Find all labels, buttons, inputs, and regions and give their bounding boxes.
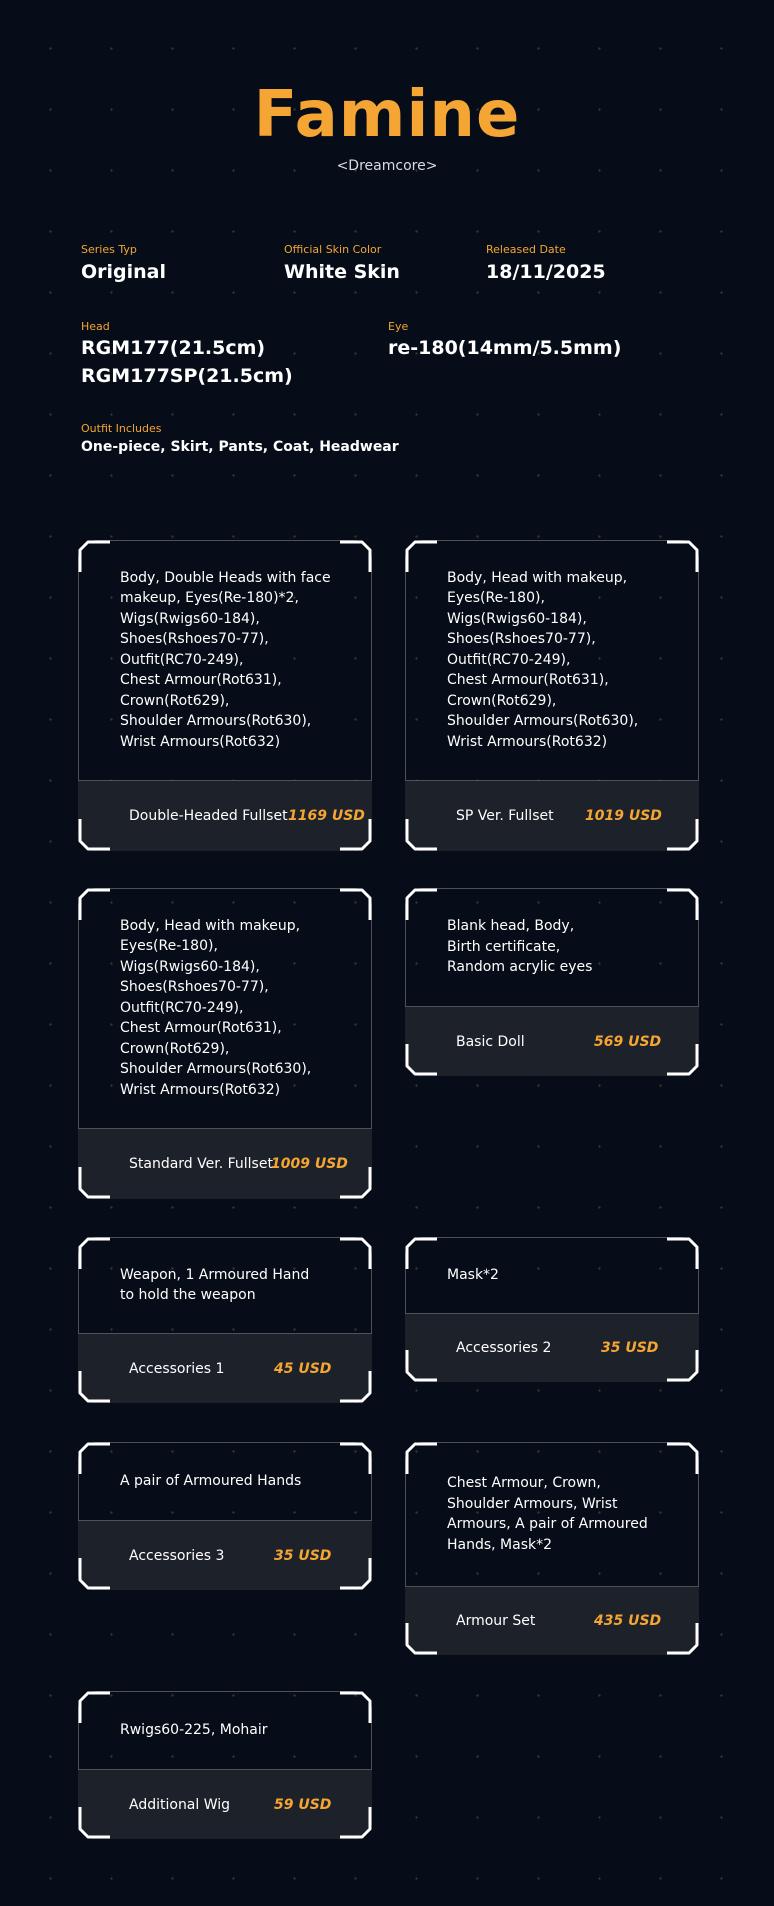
product-card[interactable] bbox=[78, 1442, 372, 1590]
card-contents-line: Shoulder Armours(Rot630), bbox=[120, 1061, 312, 1078]
card-corner-brackets bbox=[405, 1237, 699, 1382]
card-contents-line: Shoes(Rshoes70-77), bbox=[447, 631, 596, 648]
card-contents-line: Outfit(RC70-249), bbox=[120, 999, 244, 1016]
set-price: 35 USD bbox=[601, 1340, 659, 1356]
card-contents-line: Shoulder Armours(Rot630), bbox=[120, 713, 312, 730]
card-contents-line: Hands, Mask*2 bbox=[447, 1536, 553, 1553]
card-contents-line: Body, Double Heads with face bbox=[120, 569, 331, 586]
product-card[interactable] bbox=[405, 1442, 699, 1655]
set-name: SP Ver. Fullset bbox=[456, 808, 554, 824]
page-subtitle: <Dreamcore> bbox=[336, 158, 438, 174]
set-price: 1009 USD bbox=[271, 1156, 348, 1172]
set-name: Accessories 2 bbox=[456, 1340, 552, 1356]
set-price: 35 USD bbox=[274, 1547, 332, 1564]
card-contents-line: Shoes(Rshoes70-77), bbox=[120, 631, 269, 648]
card-contents-line: Crown(Rot629), bbox=[120, 692, 230, 709]
card-contents-line: Birth certificate, bbox=[447, 938, 561, 955]
product-card[interactable] bbox=[78, 1691, 372, 1839]
set-price: 1169 USD bbox=[288, 808, 365, 824]
card-contents-line: Wigs(Rwigs60-184), bbox=[120, 958, 260, 975]
product-card[interactable] bbox=[405, 540, 699, 851]
card-corner-brackets bbox=[78, 1691, 372, 1839]
set-name: Double-Headed Fullset bbox=[129, 808, 288, 824]
eye-label: Eye bbox=[388, 320, 409, 333]
card-contents-line: Body, Head with makeup, bbox=[120, 917, 301, 934]
page-title: Famine bbox=[253, 78, 521, 152]
card-corner-brackets bbox=[405, 888, 699, 1076]
card-contents-line: Chest Armour, Crown, bbox=[447, 1475, 601, 1491]
card-contents-line: Weapon, 1 Armoured Hand bbox=[120, 1266, 310, 1283]
card-corner-brackets bbox=[78, 1442, 372, 1590]
set-price: 435 USD bbox=[594, 1613, 662, 1629]
product-card[interactable] bbox=[405, 1237, 699, 1382]
card-contents-line: Outfit(RC70-249), bbox=[120, 651, 244, 668]
card-contents-line: Chest Armour(Rot631), bbox=[120, 1020, 282, 1037]
card-contents-line: Wigs(Rwigs60-184), bbox=[120, 610, 260, 627]
card-contents-line: Random acrylic eyes bbox=[447, 959, 593, 976]
card-contents-line: Chest Armour(Rot631), bbox=[447, 672, 609, 689]
product-card[interactable] bbox=[405, 888, 699, 1076]
card-contents-line: Wrist Armours(Rot632) bbox=[120, 1081, 281, 1098]
card-contents-line: Shoulder Armours(Rot630), bbox=[447, 713, 639, 730]
card-contents-line: A pair of Armoured Hands bbox=[120, 1472, 302, 1489]
card-contents-line: Armours, A pair of Armoured bbox=[447, 1516, 648, 1532]
card-contents-line: Crown(Rot629), bbox=[447, 692, 557, 709]
set-name: Basic Doll bbox=[456, 1033, 525, 1050]
outfit-label: Outfit Includes bbox=[81, 422, 162, 435]
eye-value: re-180(14mm/5.5mm) bbox=[388, 337, 622, 359]
card-contents-line: Rwigs60-225, Mohair bbox=[120, 1721, 268, 1738]
card-contents-line: Mask*2 bbox=[447, 1266, 499, 1283]
set-price: 1019 USD bbox=[585, 808, 662, 824]
card-contents-line: Body, Head with makeup, bbox=[447, 569, 628, 586]
skin-color-label: Official Skin Color bbox=[284, 243, 382, 256]
product-card[interactable] bbox=[78, 1237, 372, 1403]
card-contents-line: Wrist Armours(Rot632) bbox=[447, 733, 608, 750]
head-label: Head bbox=[81, 320, 110, 333]
product-card[interactable] bbox=[78, 888, 372, 1199]
card-contents-line: to hold the weapon bbox=[120, 1287, 256, 1303]
card-contents-line: Blank head, Body, bbox=[447, 918, 575, 935]
series-type-value: Original bbox=[81, 261, 167, 283]
card-contents-line: Outfit(RC70-249), bbox=[447, 651, 571, 668]
card-corner-brackets bbox=[78, 1237, 372, 1403]
release-date-label: Released Date bbox=[486, 243, 566, 256]
card-contents-line: makeup, Eyes(Re-180)*2, bbox=[120, 590, 299, 607]
card-corner-brackets bbox=[78, 888, 372, 1199]
outfit-value: One-piece, Skirt, Pants, Coat, Headwear bbox=[81, 439, 399, 455]
set-name: Additional Wig bbox=[129, 1796, 231, 1813]
set-name: Accessories 3 bbox=[129, 1547, 225, 1564]
release-date-value: 18/11/2025 bbox=[486, 261, 606, 283]
card-contents-line: Wrist Armours(Rot632) bbox=[120, 733, 281, 750]
card-contents-line: Shoes(Rshoes70-77), bbox=[120, 979, 269, 996]
card-corner-brackets bbox=[405, 1442, 699, 1655]
product-card[interactable] bbox=[78, 540, 372, 851]
card-contents-line: Eyes(Re-180), bbox=[120, 938, 218, 955]
card-corner-brackets bbox=[405, 540, 699, 851]
card-contents-line: Eyes(Re-180), bbox=[447, 590, 545, 607]
series-type-label: Series Typ bbox=[81, 243, 137, 256]
set-price: 59 USD bbox=[274, 1796, 332, 1813]
skin-color-value: White Skin bbox=[284, 261, 400, 283]
card-corner-brackets bbox=[78, 540, 372, 851]
card-contents-line: Shoulder Armours, Wrist bbox=[447, 1495, 618, 1512]
set-price: 569 USD bbox=[594, 1033, 662, 1050]
set-price: 45 USD bbox=[274, 1360, 332, 1377]
head-value-1: RGM177(21.5cm) bbox=[81, 337, 266, 359]
set-name: Accessories 1 bbox=[129, 1360, 225, 1377]
set-name: Standard Ver. Fullset bbox=[129, 1156, 273, 1172]
set-name: Armour Set bbox=[456, 1613, 536, 1629]
card-contents-line: Crown(Rot629), bbox=[120, 1040, 230, 1057]
card-contents-line: Wigs(Rwigs60-184), bbox=[447, 610, 587, 627]
head-value-2: RGM177SP(21.5cm) bbox=[81, 365, 293, 387]
card-contents-line: Chest Armour(Rot631), bbox=[120, 672, 282, 689]
